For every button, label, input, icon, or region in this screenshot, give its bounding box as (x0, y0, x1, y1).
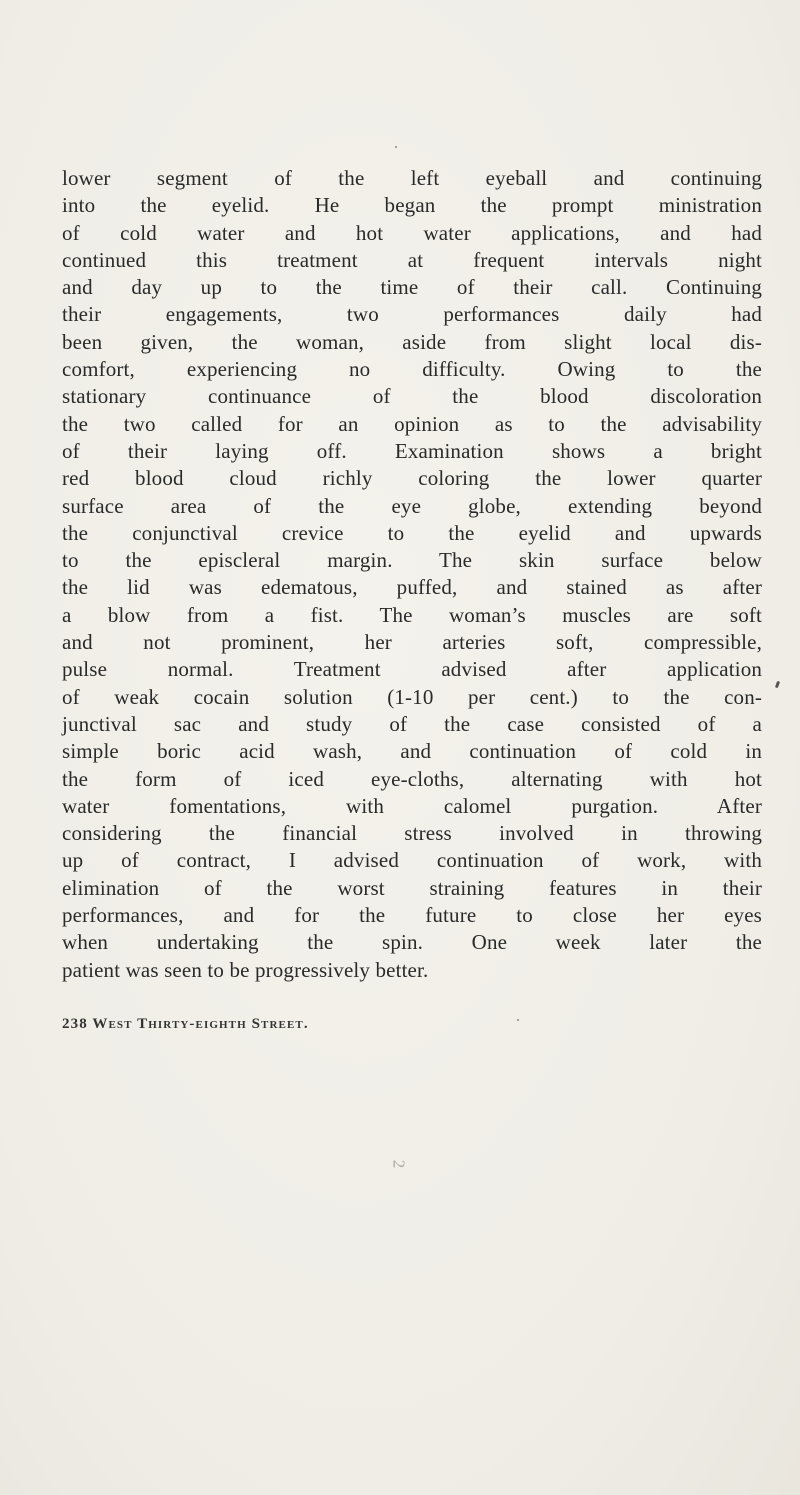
text-line: comfort, experiencing no difficulty. Owing to the (62, 357, 762, 382)
text-line: the conjunctival crevice to the eyelid and upwards (62, 520, 762, 545)
author-address: 238 West Thirty-eighth Street. (62, 1016, 309, 1032)
text-line: considering the financial stress involved in throwing (62, 821, 762, 846)
text-line: into the eyelid. He began the prompt ministration (62, 193, 762, 218)
text-line: simple boric acid wash, and continuation of cold in (62, 739, 762, 764)
text-line: of cold water and hot water applications, and had (62, 220, 762, 245)
paper-speck (517, 1019, 519, 1021)
page-number: 2 (389, 1159, 409, 1169)
text-line: water fomentations, with calomel purgation. After (62, 793, 762, 818)
text-line: stationary continuance of the blood discoloration (62, 384, 762, 409)
text-line: the two called for an opinion as to the advisability (62, 411, 762, 436)
ink-mark (775, 681, 780, 689)
text-line: elimination of the worst straining features in their (62, 875, 762, 900)
paper-speck (395, 146, 397, 148)
text-line: been given, the woman, aside from slight local dis- (62, 329, 762, 354)
text-line: a blow from a fist. The woman’s muscles are soft (62, 602, 762, 627)
text-line: the form of iced eye-cloths, alternating with hot (62, 766, 762, 791)
body-paragraph (62, 165, 762, 984)
text-line: their engagements, two performances daily had (62, 302, 762, 327)
text-line: lower segment of the left eyeball and continuing (62, 166, 762, 190)
text-line: junctival sac and study of the case consisted of a (62, 711, 762, 736)
text-line: patient was seen to be progressively better. (62, 957, 429, 982)
text-line: red blood cloud richly coloring the lower quarter (62, 466, 762, 491)
text-line: up of contract, I advised continuation of work, with (62, 848, 762, 873)
text-line: when undertaking the spin. One week later the (62, 930, 762, 955)
text-line: the lid was edematous, puffed, and stained as after (62, 575, 762, 600)
text-line: performances, and for the future to close her eyes (62, 903, 762, 928)
text-line: of weak cocain solution (1-10 per cent.) to the con- (62, 684, 762, 709)
text-line: pulse normal. Treatment advised after application (62, 657, 762, 682)
text-line: surface area of the eye globe, extending beyond (62, 493, 762, 518)
text-line: and not prominent, her arteries soft, compressible, (62, 630, 762, 655)
text-line: and day up to the time of their call. Continuing (62, 275, 762, 300)
text-line: continued this treatment at frequent intervals night (62, 247, 762, 272)
text-line: of their laying off. Examination shows a bright (62, 438, 762, 463)
text-line: to the episcleral margin. The skin surface below (62, 548, 762, 573)
